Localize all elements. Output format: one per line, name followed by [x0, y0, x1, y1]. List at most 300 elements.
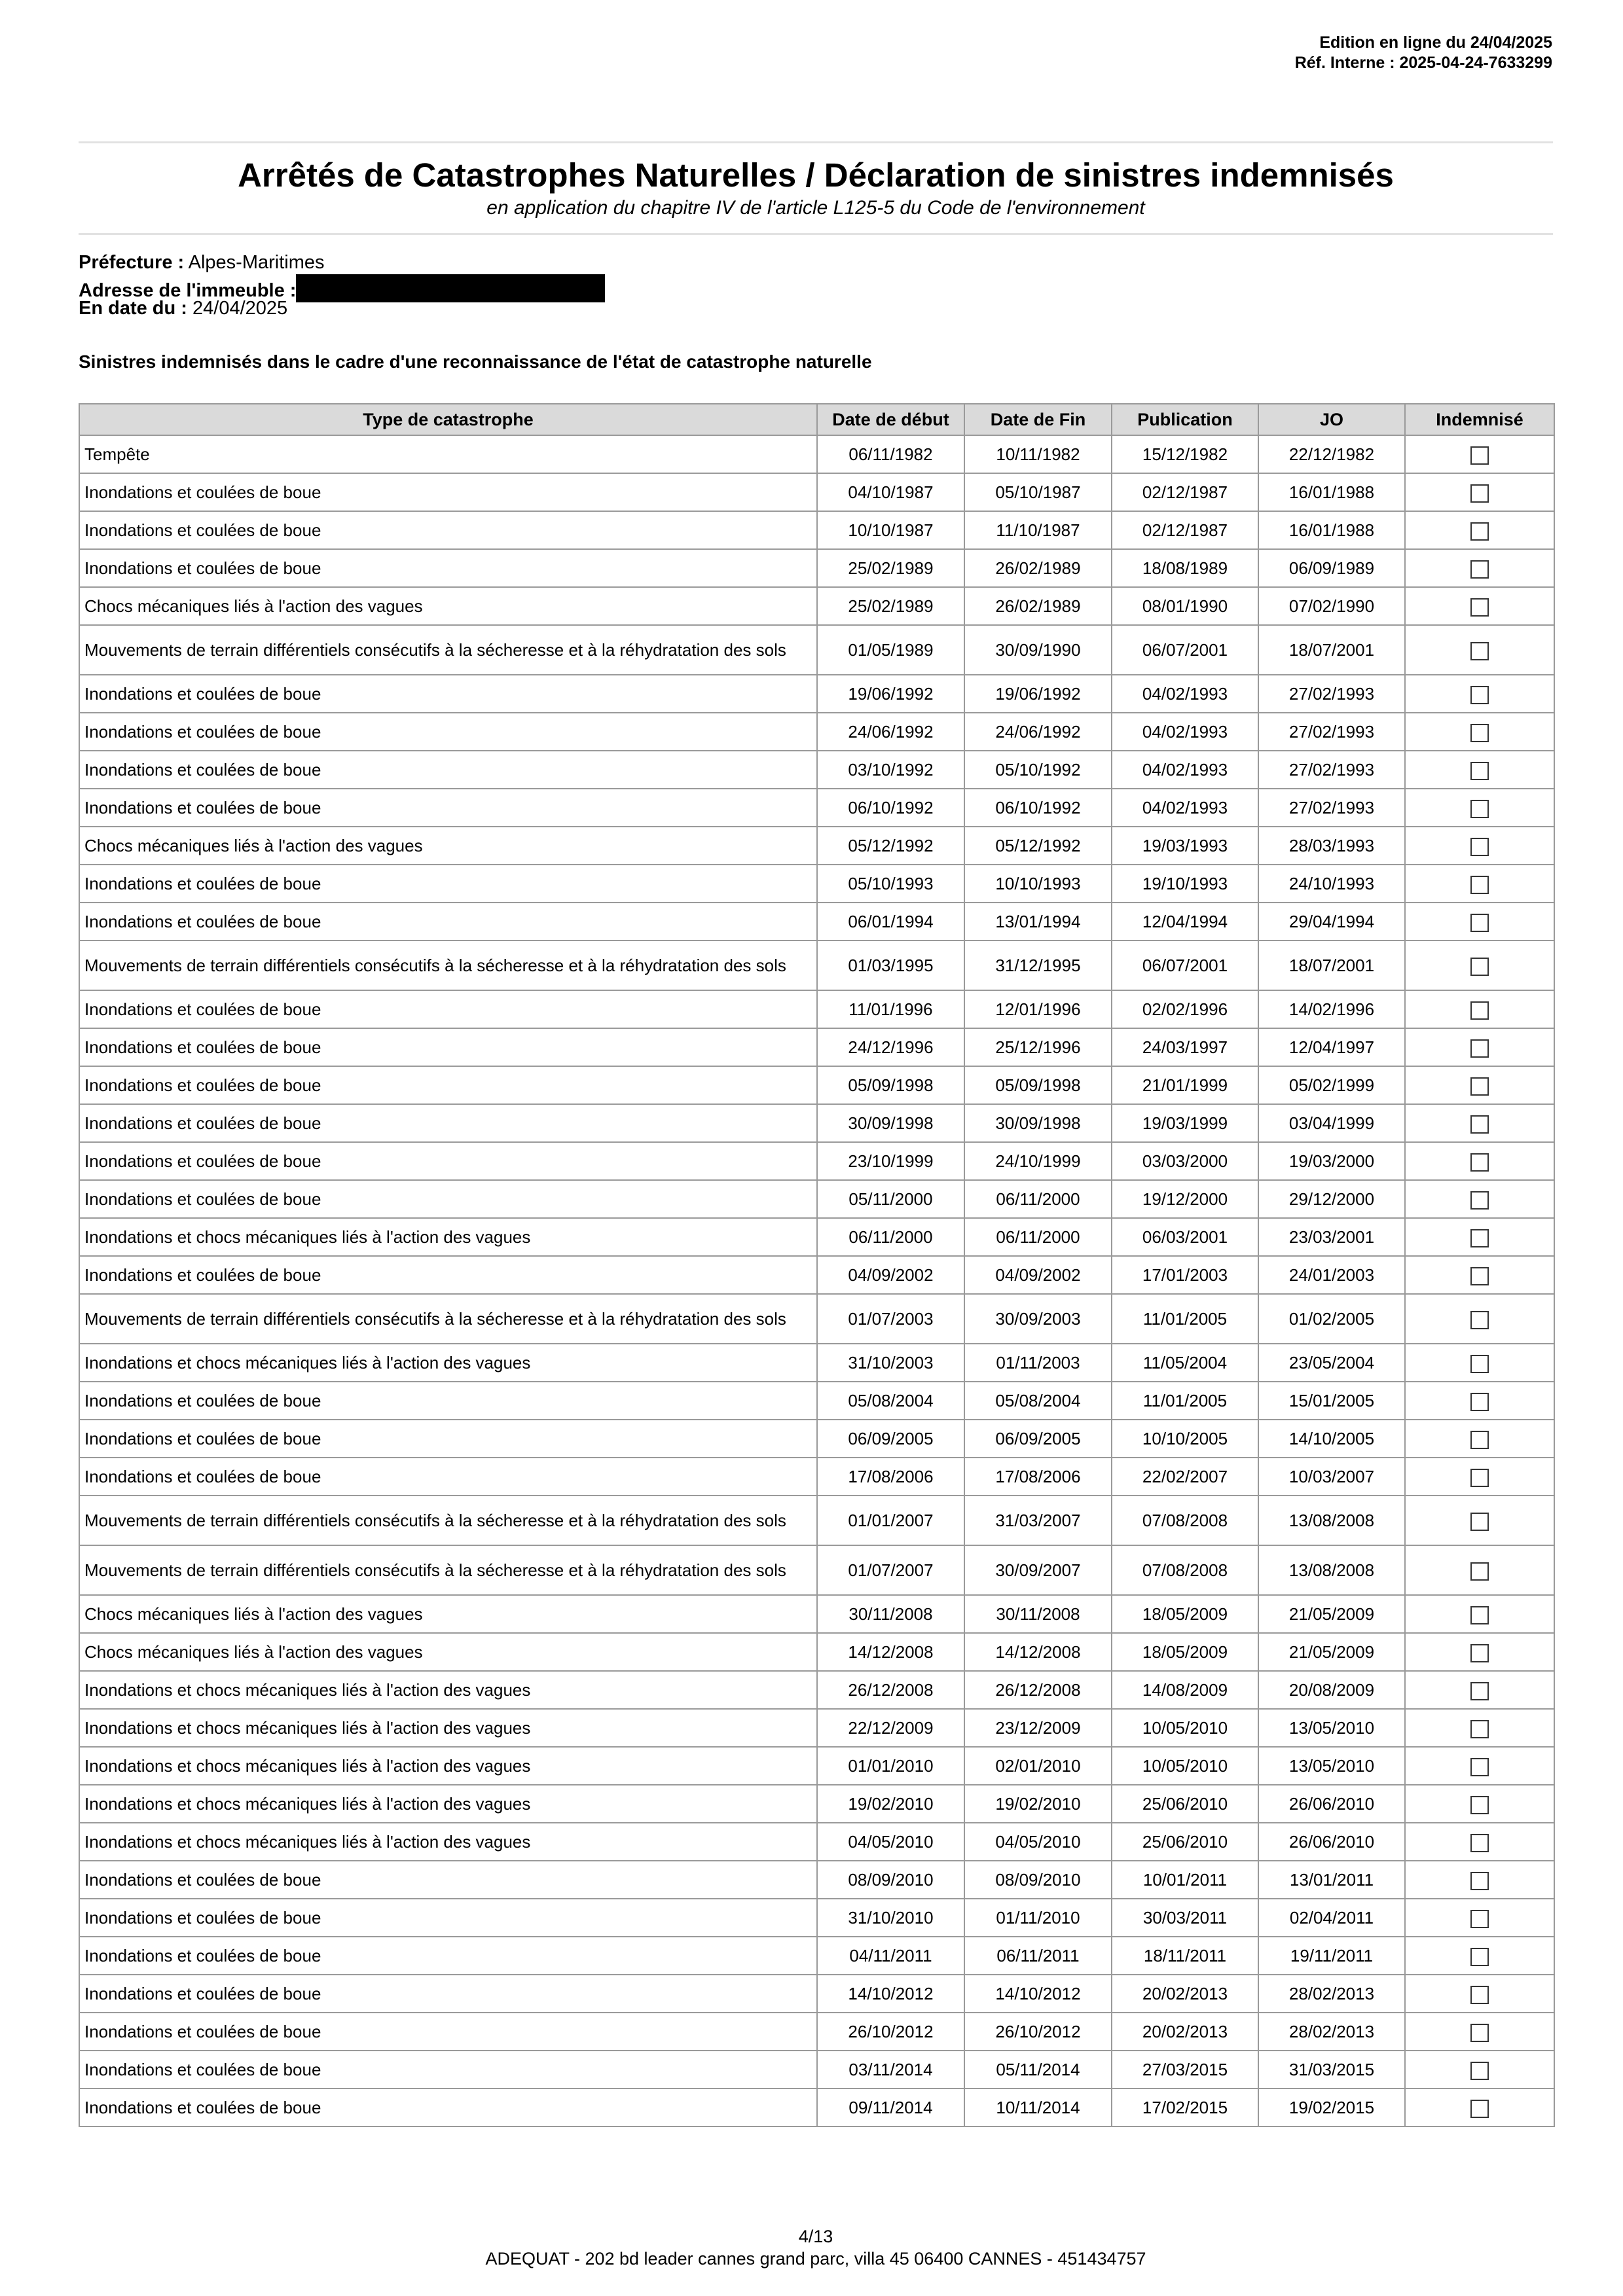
cell-start-date: 01/01/2007 [817, 1496, 964, 1545]
cell-type: Inondations et coulées de boue [79, 1861, 817, 1899]
table-row [79, 751, 1554, 789]
cell-start-date: 05/08/2004 [817, 1382, 964, 1420]
table-row [79, 1180, 1554, 1218]
indemnified-checkbox[interactable] [1470, 1986, 1489, 2004]
cell-end-date: 26/12/2008 [964, 1671, 1112, 1709]
cell-publication: 04/02/1993 [1112, 713, 1258, 751]
cell-end-date: 06/11/2000 [964, 1180, 1112, 1218]
cell-indemnified [1405, 789, 1554, 827]
cell-type: Inondations et coulées de boue [79, 2051, 817, 2089]
cell-indemnified [1405, 941, 1554, 990]
table-row [79, 1545, 1554, 1595]
cell-end-date: 30/09/2003 [964, 1294, 1112, 1344]
cell-indemnified [1405, 675, 1554, 713]
page-number: 4/13 [798, 2227, 833, 2246]
cell-indemnified [1405, 1218, 1554, 1256]
cell-publication: 20/02/2013 [1112, 1975, 1258, 2013]
indemnified-checkbox[interactable] [1470, 484, 1489, 503]
table-row [79, 511, 1554, 549]
disasters-table [79, 403, 1555, 2127]
cell-indemnified [1405, 1861, 1554, 1899]
cell-type: Inondations et coulées de boue [79, 511, 817, 549]
indemnified-checkbox[interactable] [1470, 914, 1489, 932]
cell-end-date: 05/08/2004 [964, 1382, 1112, 1420]
cell-type: Inondations et coulées de boue [79, 1975, 817, 2013]
property-info [79, 251, 605, 320]
indemnified-checkbox[interactable] [1470, 800, 1489, 818]
cell-type: Inondations et chocs mécaniques liés à l'action des vagues [79, 1747, 817, 1785]
cell-jo: 19/02/2015 [1258, 2089, 1405, 2126]
cell-type: Inondations et coulées de boue [79, 2089, 817, 2126]
cell-jo: 13/08/2008 [1258, 1496, 1405, 1545]
cell-type: Inondations et coulées de boue [79, 1142, 817, 1180]
cell-indemnified [1405, 1142, 1554, 1180]
cell-jo: 27/02/1993 [1258, 713, 1405, 751]
cell-start-date: 04/10/1987 [817, 473, 964, 511]
cell-start-date: 25/02/1989 [817, 549, 964, 587]
indemnified-checkbox[interactable] [1470, 1077, 1489, 1096]
top-divider [79, 141, 1553, 143]
table-row [79, 549, 1554, 587]
cell-jo: 02/04/2011 [1258, 1899, 1405, 1937]
cell-type: Inondations et coulées de boue [79, 1458, 817, 1496]
cell-start-date: 17/08/2006 [817, 1458, 964, 1496]
cell-publication: 17/02/2015 [1112, 2089, 1258, 2126]
cell-end-date: 05/10/1987 [964, 473, 1112, 511]
cell-end-date: 04/09/2002 [964, 1256, 1112, 1294]
page-subtitle: en application du chapitre IV de l'article L125-5 du Code de l'environnement [486, 197, 1145, 219]
cell-publication: 06/07/2001 [1112, 625, 1258, 675]
indemnified-checkbox[interactable] [1470, 598, 1489, 617]
indemnified-checkbox[interactable] [1470, 724, 1489, 742]
cell-start-date: 01/03/1995 [817, 941, 964, 990]
indemnified-checkbox[interactable] [1470, 1393, 1489, 1411]
cell-jo: 06/09/1989 [1258, 549, 1405, 587]
cell-start-date: 31/10/2010 [817, 1899, 964, 1937]
cell-end-date: 05/09/1998 [964, 1066, 1112, 1104]
cell-indemnified [1405, 751, 1554, 789]
cell-publication: 02/12/1987 [1112, 511, 1258, 549]
cell-indemnified [1405, 827, 1554, 865]
cell-start-date: 04/05/2010 [817, 1823, 964, 1861]
cell-jo: 13/05/2010 [1258, 1709, 1405, 1747]
table-header-row [79, 404, 1554, 435]
table-row [79, 1975, 1554, 2013]
indemnified-checkbox[interactable] [1470, 1115, 1489, 1134]
cell-jo: 14/10/2005 [1258, 1420, 1405, 1458]
cell-jo: 01/02/2005 [1258, 1294, 1405, 1344]
table-row [79, 1823, 1554, 1861]
column-header-start-date: Date de début [817, 404, 964, 435]
cell-type: Chocs mécaniques liés à l'action des vagues [79, 1595, 817, 1633]
cell-publication: 24/03/1997 [1112, 1028, 1258, 1066]
indemnified-checkbox[interactable] [1470, 1513, 1489, 1531]
indemnified-checkbox[interactable] [1470, 686, 1489, 704]
cell-type: Inondations et coulées de boue [79, 1420, 817, 1458]
cell-publication: 18/05/2009 [1112, 1633, 1258, 1671]
cell-start-date: 05/10/1993 [817, 865, 964, 903]
indemnified-checkbox[interactable] [1470, 1644, 1489, 1662]
cell-end-date: 26/02/1989 [964, 587, 1112, 625]
title-divider [79, 233, 1553, 235]
cell-indemnified [1405, 1028, 1554, 1066]
cell-type: Inondations et coulées de boue [79, 789, 817, 827]
cell-publication: 18/11/2011 [1112, 1937, 1258, 1975]
cell-type: Inondations et chocs mécaniques liés à l'action des vagues [79, 1344, 817, 1382]
indemnified-checkbox[interactable] [1470, 1431, 1489, 1449]
cell-end-date: 30/11/2008 [964, 1595, 1112, 1633]
cell-jo: 28/02/2013 [1258, 2013, 1405, 2051]
indemnified-checkbox[interactable] [1470, 1834, 1489, 1852]
indemnified-checkbox[interactable] [1470, 2024, 1489, 2042]
cell-start-date: 05/11/2000 [817, 1180, 964, 1218]
cell-jo: 26/06/2010 [1258, 1785, 1405, 1823]
cell-jo: 28/02/2013 [1258, 1975, 1405, 2013]
cell-indemnified [1405, 903, 1554, 941]
indemnified-checkbox[interactable] [1470, 1758, 1489, 1776]
table-row [79, 435, 1554, 473]
cell-type: Inondations et chocs mécaniques liés à l'action des vagues [79, 1218, 817, 1256]
cell-publication: 03/03/2000 [1112, 1142, 1258, 1180]
cell-publication: 19/10/1993 [1112, 865, 1258, 903]
cell-jo: 03/04/1999 [1258, 1104, 1405, 1142]
cell-start-date: 26/12/2008 [817, 1671, 964, 1709]
address-label: Adresse de l'immeuble : [79, 280, 297, 301]
indemnified-checkbox[interactable] [1470, 1562, 1489, 1581]
cell-jo: 23/03/2001 [1258, 1218, 1405, 1256]
cell-start-date: 05/09/1998 [817, 1066, 964, 1104]
table-row [79, 587, 1554, 625]
indemnified-checkbox[interactable] [1470, 1267, 1489, 1285]
cell-start-date: 03/10/1992 [817, 751, 964, 789]
cell-type: Mouvements de terrain différentiels consécutifs à la sécheresse et à la réhydratation des sols [79, 625, 817, 675]
indemnified-checkbox[interactable] [1470, 1001, 1489, 1020]
indemnified-checkbox[interactable] [1470, 2062, 1489, 2080]
cell-publication: 21/01/1999 [1112, 1066, 1258, 1104]
cell-start-date: 10/10/1987 [817, 511, 964, 549]
cell-publication: 17/01/2003 [1112, 1256, 1258, 1294]
cell-publication: 15/12/1982 [1112, 435, 1258, 473]
cell-start-date: 01/07/2003 [817, 1294, 964, 1344]
cell-indemnified [1405, 1785, 1554, 1823]
indemnified-checkbox[interactable] [1470, 1910, 1489, 1928]
table-row [79, 1142, 1554, 1180]
cell-publication: 18/05/2009 [1112, 1595, 1258, 1633]
column-header-end-date: Date de Fin [964, 404, 1112, 435]
prefecture-label: Préfecture : [79, 252, 185, 273]
cell-end-date: 04/05/2010 [964, 1823, 1112, 1861]
indemnified-checkbox[interactable] [1470, 1153, 1489, 1172]
table-row [79, 713, 1554, 751]
address-row [79, 274, 605, 301]
cell-type: Mouvements de terrain différentiels consécutifs à la sécheresse et à la réhydratation des sols [79, 1496, 817, 1545]
cell-publication: 25/06/2010 [1112, 1785, 1258, 1823]
indemnified-checkbox[interactable] [1470, 1682, 1489, 1700]
cell-end-date: 06/10/1992 [964, 789, 1112, 827]
table-row [79, 1747, 1554, 1785]
indemnified-checkbox[interactable] [1470, 1948, 1489, 1966]
cell-publication: 25/06/2010 [1112, 1823, 1258, 1861]
cell-jo: 24/01/2003 [1258, 1256, 1405, 1294]
cell-publication: 19/12/2000 [1112, 1180, 1258, 1218]
cell-jo: 14/02/1996 [1258, 990, 1405, 1028]
column-header-publication: Publication [1112, 404, 1258, 435]
cell-start-date: 01/01/2010 [817, 1747, 964, 1785]
cell-publication: 27/03/2015 [1112, 2051, 1258, 2089]
prefecture-row [79, 251, 605, 274]
table-row [79, 903, 1554, 941]
indemnified-checkbox[interactable] [1470, 1229, 1489, 1247]
cell-start-date: 01/05/1989 [817, 625, 964, 675]
cell-indemnified [1405, 1458, 1554, 1496]
table-row [79, 789, 1554, 827]
cell-publication: 11/01/2005 [1112, 1382, 1258, 1420]
indemnified-checkbox[interactable] [1470, 762, 1489, 780]
indemnified-checkbox[interactable] [1470, 1311, 1489, 1329]
section-title: Sinistres indemnisés dans le cadre d'une reconnaissance de l'état de catastrophe naturelle [79, 351, 872, 372]
cell-start-date: 11/01/1996 [817, 990, 964, 1028]
cell-end-date: 10/10/1993 [964, 865, 1112, 903]
cell-jo: 12/04/1997 [1258, 1028, 1405, 1066]
cell-indemnified [1405, 1180, 1554, 1218]
cell-type: Mouvements de terrain différentiels consécutifs à la sécheresse et à la réhydratation des sols [79, 1294, 817, 1344]
cell-jo: 13/05/2010 [1258, 1747, 1405, 1785]
indemnified-checkbox[interactable] [1470, 642, 1489, 660]
cell-start-date: 25/02/1989 [817, 587, 964, 625]
cell-jo: 16/01/1988 [1258, 511, 1405, 549]
cell-indemnified [1405, 1420, 1554, 1458]
cell-end-date: 24/10/1999 [964, 1142, 1112, 1180]
company-info: ADEQUAT - 202 bd leader cannes grand parc, villa 45 06400 CANNES - 451434757 [485, 2249, 1146, 2269]
cell-type: Inondations et coulées de boue [79, 713, 817, 751]
table-row [79, 941, 1554, 990]
cell-jo: 27/02/1993 [1258, 751, 1405, 789]
table-row [79, 1028, 1554, 1066]
table-row [79, 1899, 1554, 1937]
cell-type: Inondations et coulées de boue [79, 1937, 817, 1975]
cell-start-date: 24/06/1992 [817, 713, 964, 751]
table-row [79, 1294, 1554, 1344]
cell-end-date: 25/12/1996 [964, 1028, 1112, 1066]
cell-type: Inondations et coulées de boue [79, 1382, 817, 1420]
column-header-type: Type de catastrophe [79, 404, 817, 435]
cell-start-date: 04/09/2002 [817, 1256, 964, 1294]
indemnified-checkbox[interactable] [1470, 1606, 1489, 1624]
cell-jo: 24/10/1993 [1258, 865, 1405, 903]
cell-jo: 18/07/2001 [1258, 625, 1405, 675]
cell-jo: 10/03/2007 [1258, 1458, 1405, 1496]
cell-type: Inondations et coulées de boue [79, 903, 817, 941]
cell-end-date: 31/03/2007 [964, 1496, 1112, 1545]
cell-start-date: 01/07/2007 [817, 1545, 964, 1595]
cell-indemnified [1405, 1294, 1554, 1344]
cell-end-date: 01/11/2003 [964, 1344, 1112, 1382]
table-row [79, 473, 1554, 511]
cell-jo: 13/01/2011 [1258, 1861, 1405, 1899]
cell-start-date: 05/12/1992 [817, 827, 964, 865]
internal-reference: Réf. Interne : 2025-04-24-7633299 [1294, 54, 1552, 72]
cell-publication: 19/03/1993 [1112, 827, 1258, 865]
indemnified-checkbox[interactable] [1470, 1720, 1489, 1738]
cell-indemnified [1405, 1899, 1554, 1937]
cell-end-date: 13/01/1994 [964, 903, 1112, 941]
cell-end-date: 05/12/1992 [964, 827, 1112, 865]
cell-type: Tempête [79, 435, 817, 473]
cell-indemnified [1405, 1496, 1554, 1545]
page-title: Arrêtés de Catastrophes Naturelles / Déclaration de sinistres indemnisés [238, 156, 1394, 194]
edition-date: Edition en ligne du 24/04/2025 [1319, 33, 1552, 52]
cell-type: Inondations et coulées de boue [79, 473, 817, 511]
indemnified-checkbox[interactable] [1470, 446, 1489, 465]
cell-end-date: 10/11/2014 [964, 2089, 1112, 2126]
cell-type: Chocs mécaniques liés à l'action des vagues [79, 827, 817, 865]
cell-end-date: 02/01/2010 [964, 1747, 1112, 1785]
cell-publication: 04/02/1993 [1112, 751, 1258, 789]
cell-start-date: 30/11/2008 [817, 1595, 964, 1633]
cell-jo: 18/07/2001 [1258, 941, 1405, 990]
cell-jo: 07/02/1990 [1258, 587, 1405, 625]
cell-jo: 27/02/1993 [1258, 789, 1405, 827]
cell-jo: 29/12/2000 [1258, 1180, 1405, 1218]
cell-type: Inondations et coulées de boue [79, 1104, 817, 1142]
table-row [79, 1104, 1554, 1142]
cell-indemnified [1405, 1066, 1554, 1104]
table-row [79, 2051, 1554, 2089]
cell-indemnified [1405, 625, 1554, 675]
cell-end-date: 14/10/2012 [964, 1975, 1112, 2013]
cell-start-date: 19/02/2010 [817, 1785, 964, 1823]
cell-publication: 19/03/1999 [1112, 1104, 1258, 1142]
cell-indemnified [1405, 587, 1554, 625]
cell-publication: 02/12/1987 [1112, 473, 1258, 511]
table-row [79, 625, 1554, 675]
cell-start-date: 06/11/2000 [817, 1218, 964, 1256]
table-row [79, 1496, 1554, 1545]
indemnified-checkbox[interactable] [1470, 1872, 1489, 1890]
indemnified-checkbox[interactable] [1470, 1191, 1489, 1210]
column-header-indemnified: Indemnisé [1405, 404, 1554, 435]
table-row [79, 1066, 1554, 1104]
cell-end-date: 14/12/2008 [964, 1633, 1112, 1671]
cell-publication: 20/02/2013 [1112, 2013, 1258, 2051]
cell-end-date: 19/02/2010 [964, 1785, 1112, 1823]
cell-end-date: 10/11/1982 [964, 435, 1112, 473]
cell-publication: 04/02/1993 [1112, 675, 1258, 713]
cell-end-date: 19/06/1992 [964, 675, 1112, 713]
cell-type: Mouvements de terrain différentiels consécutifs à la sécheresse et à la réhydratation des sols [79, 1545, 817, 1595]
cell-indemnified [1405, 1256, 1554, 1294]
table-row [79, 1382, 1554, 1420]
indemnified-checkbox[interactable] [1470, 876, 1489, 894]
cell-jo: 19/11/2011 [1258, 1937, 1405, 1975]
cell-indemnified [1405, 1747, 1554, 1785]
cell-type: Inondations et chocs mécaniques liés à l'action des vagues [79, 1709, 817, 1747]
cell-end-date: 08/09/2010 [964, 1861, 1112, 1899]
cell-jo: 26/06/2010 [1258, 1823, 1405, 1861]
cell-type: Inondations et coulées de boue [79, 675, 817, 713]
cell-indemnified [1405, 1344, 1554, 1382]
table-row [79, 990, 1554, 1028]
cell-indemnified [1405, 435, 1554, 473]
cell-publication: 02/02/1996 [1112, 990, 1258, 1028]
indemnified-checkbox[interactable] [1470, 560, 1489, 579]
cell-start-date: 08/09/2010 [817, 1861, 964, 1899]
cell-jo: 31/03/2015 [1258, 2051, 1405, 2089]
cell-type: Inondations et coulées de boue [79, 2013, 817, 2051]
table-row [79, 865, 1554, 903]
indemnified-checkbox[interactable] [1470, 958, 1489, 976]
cell-indemnified [1405, 1104, 1554, 1142]
cell-type: Inondations et coulées de boue [79, 865, 817, 903]
cell-indemnified [1405, 713, 1554, 751]
indemnified-checkbox[interactable] [1470, 1355, 1489, 1373]
indemnified-checkbox[interactable] [1470, 522, 1489, 541]
cell-publication: 07/08/2008 [1112, 1545, 1258, 1595]
cell-start-date: 23/10/1999 [817, 1142, 964, 1180]
indemnified-checkbox[interactable] [1470, 1796, 1489, 1814]
cell-indemnified [1405, 2013, 1554, 2051]
cell-start-date: 06/11/1982 [817, 435, 964, 473]
cell-indemnified [1405, 1937, 1554, 1975]
cell-end-date: 23/12/2009 [964, 1709, 1112, 1747]
cell-start-date: 22/12/2009 [817, 1709, 964, 1747]
cell-type: Inondations et coulées de boue [79, 549, 817, 587]
cell-jo: 19/03/2000 [1258, 1142, 1405, 1180]
cell-jo: 21/05/2009 [1258, 1633, 1405, 1671]
table-row [79, 1218, 1554, 1256]
edition-info [1295, 33, 1552, 73]
cell-start-date: 19/06/1992 [817, 675, 964, 713]
cell-indemnified [1405, 2089, 1554, 2126]
indemnified-checkbox[interactable] [1470, 2100, 1489, 2118]
table-row [79, 1861, 1554, 1899]
cell-indemnified [1405, 473, 1554, 511]
cell-type: Inondations et chocs mécaniques liés à l'action des vagues [79, 1823, 817, 1861]
cell-publication: 22/02/2007 [1112, 1458, 1258, 1496]
cell-indemnified [1405, 1671, 1554, 1709]
cell-end-date: 05/10/1992 [964, 751, 1112, 789]
table-row [79, 1671, 1554, 1709]
cell-type: Inondations et coulées de boue [79, 1899, 817, 1937]
indemnified-checkbox[interactable] [1470, 1039, 1489, 1058]
cell-jo: 27/02/1993 [1258, 675, 1405, 713]
cell-end-date: 05/11/2014 [964, 2051, 1112, 2089]
indemnified-checkbox[interactable] [1470, 838, 1489, 856]
cell-end-date: 12/01/1996 [964, 990, 1112, 1028]
cell-indemnified [1405, 865, 1554, 903]
cell-start-date: 06/01/1994 [817, 903, 964, 941]
cell-end-date: 26/10/2012 [964, 2013, 1112, 2051]
indemnified-checkbox[interactable] [1470, 1469, 1489, 1487]
cell-indemnified [1405, 511, 1554, 549]
cell-indemnified [1405, 1545, 1554, 1595]
cell-end-date: 30/09/1998 [964, 1104, 1112, 1142]
cell-start-date: 04/11/2011 [817, 1937, 964, 1975]
cell-type: Inondations et coulées de boue [79, 1028, 817, 1066]
cell-indemnified [1405, 1633, 1554, 1671]
cell-type: Chocs mécaniques liés à l'action des vagues [79, 1633, 817, 1671]
cell-end-date: 06/09/2005 [964, 1420, 1112, 1458]
cell-end-date: 30/09/2007 [964, 1545, 1112, 1595]
cell-start-date: 26/10/2012 [817, 2013, 964, 2051]
cell-publication: 11/05/2004 [1112, 1344, 1258, 1382]
page-footer [79, 2225, 1553, 2270]
table-row [79, 675, 1554, 713]
cell-jo: 29/04/1994 [1258, 903, 1405, 941]
cell-start-date: 31/10/2003 [817, 1344, 964, 1382]
cell-jo: 16/01/1988 [1258, 473, 1405, 511]
cell-start-date: 06/10/1992 [817, 789, 964, 827]
